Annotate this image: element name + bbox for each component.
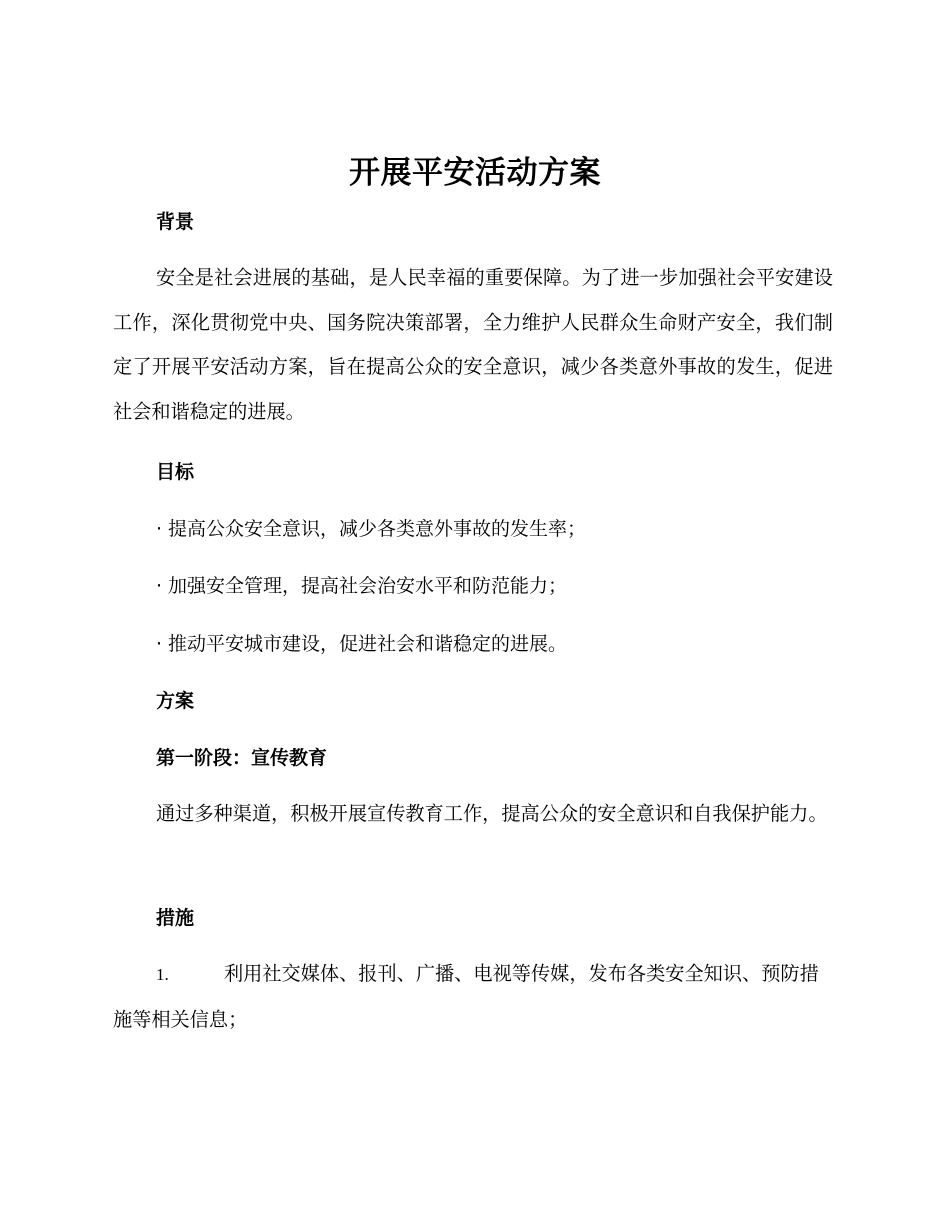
goal-item	[156, 571, 567, 601]
measure-number: 1.	[156, 965, 169, 984]
measure-text: 利用社交媒体、报刊、广播、电视等传媒，发布各类安全知识、预防措施等相关信息；	[113, 962, 819, 1031]
bullet-marker: ·	[156, 575, 163, 597]
goal-item	[156, 514, 586, 544]
document-title: 开展平安活动方案	[349, 155, 601, 191]
bullet-marker: ·	[156, 633, 163, 655]
heading-goals: 目标	[156, 461, 195, 483]
goal-text: 加强安全管理，提高社会治安水平和防范能力；	[168, 575, 568, 597]
paragraph-phase-1: 通过多种渠道，积极开展宣传教育工作，提高公众的安全意识和自我保护能力。	[156, 802, 828, 825]
goal-text: 推动平安城市建设，促进社会和谐稳定的进展。	[168, 633, 568, 655]
measure-item	[113, 952, 833, 1042]
heading-measures: 措施	[156, 907, 195, 929]
goal-text: 提高公众安全意识，减少各类意外事故的发生率；	[168, 518, 587, 540]
goal-item	[156, 629, 567, 659]
heading-background: 背景	[156, 211, 195, 233]
paragraph-background: 安全是社会进展的基础，是人民幸福的重要保障。为了进一步加强社会平安建设工作，深化贯彻党中央、国务院决策部署，全力维护人民群众生命财产安全，我们制定了开展平安活动方案，旨在提高公众的安全意识，减少各类意外事故的发生，促进社会和谐稳定的进展。	[113, 266, 833, 423]
heading-plan: 方案	[156, 690, 195, 712]
bullet-marker: ·	[156, 518, 163, 540]
heading-phase-1: 第一阶段：宣传教育	[156, 747, 328, 769]
